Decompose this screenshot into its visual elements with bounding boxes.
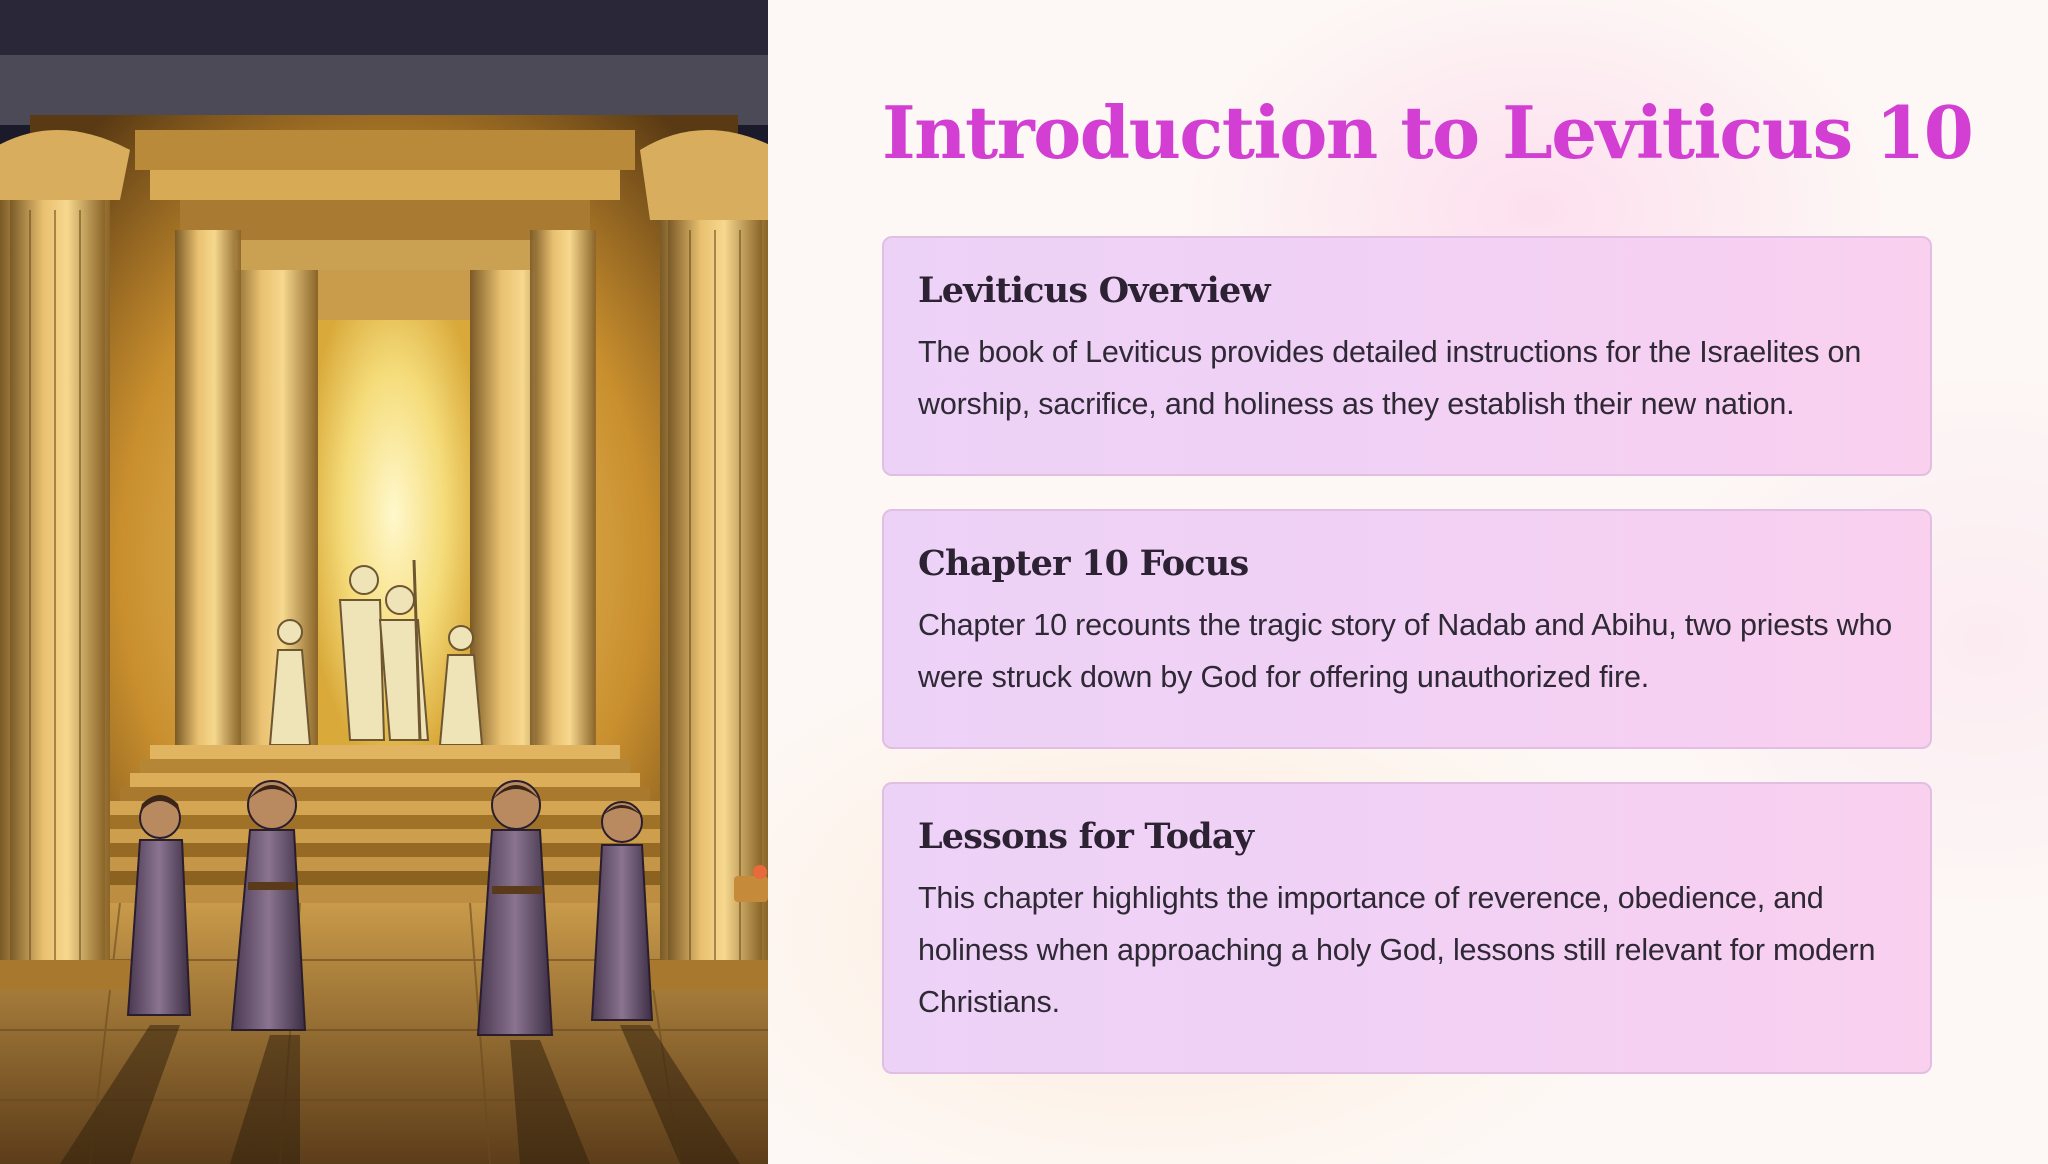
card-leviticus-overview (882, 236, 1932, 476)
card-body: The book of Leviticus provides detailed instructions for the Israelites on worship, sacrifice, and holiness as they establish their new nation. (918, 334, 1862, 421)
page-title: Introduction to Leviticus 10 (882, 90, 1973, 175)
card-heading: Lessons for Today (918, 816, 1254, 857)
card-heading: Chapter 10 Focus (918, 543, 1249, 584)
card-heading: Leviticus Overview (918, 270, 1270, 311)
temple-illustration (0, 0, 768, 1164)
card-chapter-10-focus (882, 509, 1932, 749)
card-lessons-for-today (882, 782, 1932, 1074)
card-body: Chapter 10 recounts the tragic story of Nadab and Abihu, two priests who were struck down by God for offering unauthorized fire. (918, 607, 1893, 694)
card-body: This chapter highlights the importance of reverence, obedience, and holiness when approaching a holy God, lessons still relevant for modern Christians. (918, 880, 1876, 1019)
